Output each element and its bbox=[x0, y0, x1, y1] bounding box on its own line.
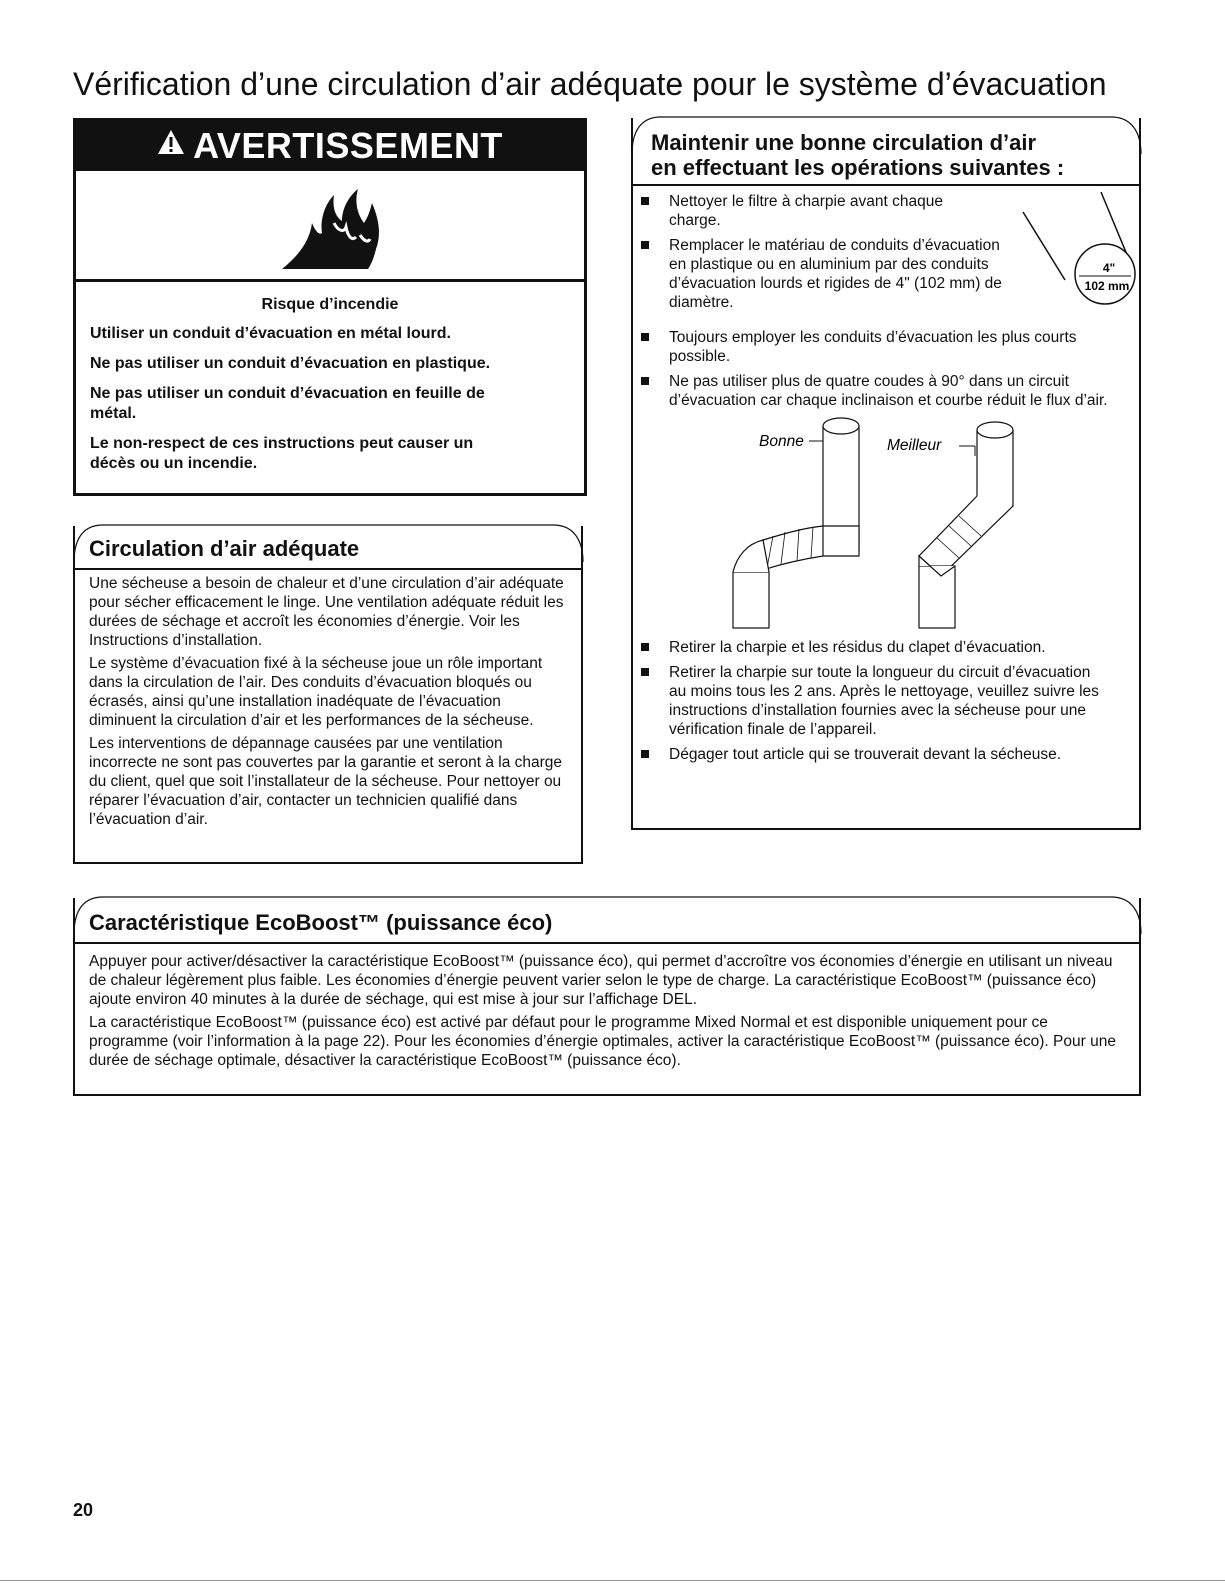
circulation-paragraph: Les interventions de dépannage causées par une ventilation incorrecte ne sont pas couvertes par la garantie et seront à la charge du client, quel que soit l’installateur de la sécheuse. Pour nettoyer ou réparer l’évacuation d’air, contacter un technicien qualifié dans l’évacuation d’air. bbox=[89, 735, 563, 828]
warning-line: Ne pas utiliser un conduit d’évacuation en feuille de métal. bbox=[90, 385, 485, 422]
bottom-rule bbox=[0, 1580, 1225, 1581]
list-item: Nettoyer le filtre à charpie avant chaque charge. bbox=[633, 192, 989, 230]
warning-title: AVERTISSEMENT bbox=[193, 125, 503, 166]
ecoboost-paragraph: Appuyer pour activer/désactiver la caractéristique EcoBoost™ (puissance éco), qui permet d’accroître vos économies d’énergie en utilisant un niveau de chaleur légèrement plus faible. Les économies d’énergie peuvent varier selon le type de charge. La caractéristique EcoBoost™ (puissance éco) ajoute environ 40 minutes à la durée de séchage, qui est mise à jour sur l’affichage DEL. bbox=[89, 953, 1113, 1008]
label-better: Meilleur bbox=[887, 437, 942, 454]
duct-vertical-better bbox=[977, 430, 1013, 506]
elbow-diagram bbox=[633, 416, 1139, 634]
duct-lower-good bbox=[733, 572, 769, 628]
circulation-paragraph: Le système d’évacuation fixé à la sécheuse joue un rôle important dans la circulation de l’air. Des conduits d’évacuation bloqués ou écrasés, ainsi qu’une installation inadéquate de l’évacuation diminuent la circulation d’air et les performances de la sécheuse. bbox=[89, 655, 543, 729]
maintain-title-line1: Maintenir une bonne circulation d’air bbox=[651, 130, 1037, 155]
ecoboost-title: Caractéristique EcoBoost™ (puissance éco) bbox=[75, 898, 1139, 944]
warning-triangle-icon bbox=[157, 129, 185, 163]
circulation-title: Circulation d’air adéquate bbox=[75, 526, 581, 570]
maintain-list-bottom bbox=[633, 638, 1139, 764]
duct-diameter-diagram bbox=[1021, 190, 1141, 310]
list-item: Ne pas utiliser plus de quatre coudes à 90° dans un circuit d’évacuation car chaque inclinaison et courbe réduit le flux d’air. bbox=[633, 372, 1129, 410]
fire-icon bbox=[272, 183, 392, 273]
warning-header bbox=[76, 121, 584, 171]
maintain-title-line2: en effectuant les opérations suivantes : bbox=[651, 155, 1065, 180]
warning-risk: Risque d’incendie bbox=[261, 296, 399, 313]
circulation-paragraph: Une sécheuse a besoin de chaleur et d’une circulation d’air adéquate pour sécher efficacement le linge. Une ventilation adéquate réduit les durées de séchage et accroît les économies d’énergie. Voir les Instructions d’installation. bbox=[89, 575, 564, 649]
warning-line: Ne pas utiliser un conduit d’évacuation en plastique. bbox=[90, 355, 491, 372]
ecoboost-paragraph: La caractéristique EcoBoost™ (puissance éco) est activé par défaut pour le programme Mixed Normal et est disponible uniquement pour ce programme (voir l’information à la page 22). Pour les économies d’énergie optimales, activer la caractéristique EcoBoost™ (puissance éco). Pour une durée de séchage optimale, désactiver la caractéristique EcoBoost™ (puissance éco). bbox=[89, 1014, 1116, 1069]
warning-line: Utiliser un conduit d’évacuation en métal lourd. bbox=[90, 325, 451, 342]
section-frame bbox=[631, 116, 1143, 156]
duct-lower-better bbox=[919, 566, 955, 628]
fire-pictogram bbox=[76, 171, 584, 282]
section-frame bbox=[73, 524, 585, 564]
page-title: Vérification d’une circulation d’air adéquate pour le système d’évacuation bbox=[73, 66, 1107, 102]
list-item: Toujours employer les conduits d’évacuation les plus courts possible. bbox=[633, 328, 1109, 366]
duct-size-mm: 102 mm bbox=[1084, 279, 1130, 293]
circulation-section bbox=[73, 526, 583, 864]
warning-box bbox=[73, 118, 587, 496]
maintain-section bbox=[631, 118, 1141, 830]
section-frame bbox=[73, 896, 1143, 936]
warning-line: Le non-respect de ces instructions peut causer un décès ou un incendie. bbox=[90, 435, 474, 472]
ecoboost-section bbox=[73, 898, 1141, 1096]
list-item: Dégager tout article qui se trouverait devant la sécheuse. bbox=[633, 745, 1139, 764]
page-number: 20 bbox=[73, 1500, 94, 1520]
list-item: Retirer la charpie et les résidus du clapet d’évacuation. bbox=[633, 638, 1139, 657]
duct-size-in: 4" bbox=[1102, 261, 1116, 275]
list-item: Retirer la charpie sur toute la longueur du circuit d’évacuation au moins tous les 2 ans. Après le nettoyage, veuillez suivre les instructions d’installation fournies avec la sécheuse pour une vérification finale de l’appareil. bbox=[633, 663, 1109, 739]
list-item: Remplacer le matériau de conduits d’évacuation en plastique ou en aluminium par des conduits d’évacuation lourds et rigides de 4" (102 mm) de diamètre. bbox=[633, 236, 1009, 312]
label-good: Bonne bbox=[759, 433, 804, 450]
